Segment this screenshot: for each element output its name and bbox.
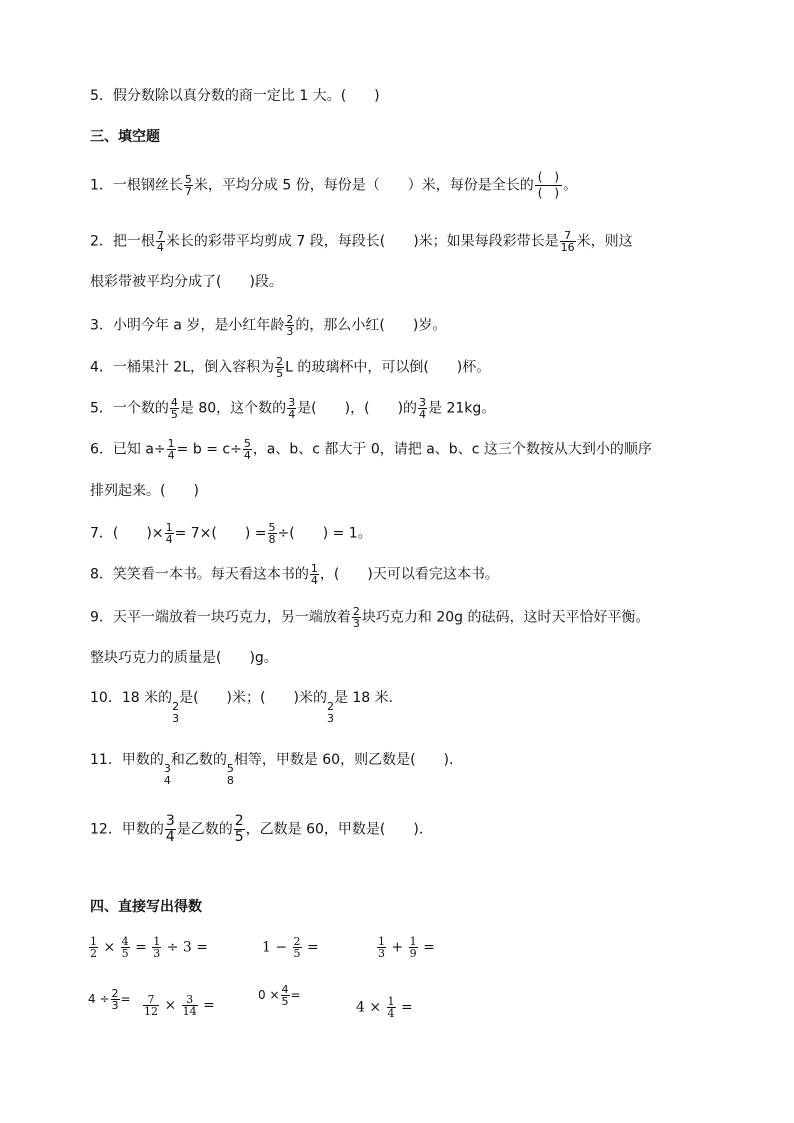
fraction-3-4: $\frac{3}{4}$ [419, 396, 427, 421]
fill-question-2: 2．把一根 $\frac{7}{4}$ 米长的彩带平均剪成 7 段，每段长( )米；如果每段彩带长是 $\frac{7}{16}$ 米，则这 [90, 229, 633, 254]
section-3-title: 三、填空题 [90, 129, 160, 145]
fill-question-12: 12．甲数的 $\frac{3}{4}$ 是乙数的 $\frac{2}{5}$ ，乙数是 60，甲数是( )． [90, 813, 433, 845]
fill-question-8: 8．笑笑看一本书。每天看这本书的 $\frac{1}{4}$ ，( )天可以看完这本书。 [90, 562, 499, 587]
fraction-5-8-lowered: 5 8 [226, 762, 234, 787]
fraction-7-16: $\frac{7}{16}$ [560, 229, 575, 254]
fill-question-6-cont: 排列起来。( ) [90, 483, 199, 499]
fraction-5-4: $\frac{5}{4}$ [243, 437, 251, 462]
expression-3: $\frac{1}{3}$ + $\frac{1}{9}$ = [378, 935, 435, 960]
section-4-title: 四、直接写出得数 [90, 899, 202, 915]
fraction-2-3-lowered: 2 3 [326, 700, 334, 725]
fraction-3-4: $\frac{3}{4}$ [288, 396, 296, 421]
q1-text-b: 米，平均分成 5 份，每份是（ ）米，每份是全长的 [193, 177, 534, 194]
fraction-2-3: $\frac{2}{3}$ [286, 313, 294, 338]
fill-question-4: 4．一桶果汁 2L，倒入容积为 $\frac{2}{5}$ L 的玻璃杯中，可以倒( )杯。 [90, 355, 491, 380]
fill-question-6: 6．已知 a÷ $\frac{1}{4}$ = b = c÷ $\frac{5}{4}$ ，a、b、c 都大于 0，请把 a、b、c 这三个数按从大到小的顺序 [90, 437, 652, 462]
fraction-3-4: $\frac{3}{4}$ [165, 813, 175, 845]
fraction-4-5: $\frac{4}{5}$ [170, 396, 178, 421]
fill-question-11: 11．甲数的 3 4 和乙数的 5 8 相等，甲数是 60，则乙数是( )． [90, 752, 464, 787]
fraction-2-5: $\frac{2}{5}$ [234, 813, 244, 845]
question-text: 5．假分数除以真分数的商一定比 1 大。( ) [90, 88, 380, 104]
fraction-5-8: $\frac{5}{8}$ [268, 521, 276, 546]
fraction-7-4: $\frac{7}{4}$ [156, 229, 164, 254]
answer-blank-fraction[interactable]: $\frac{( )}{( )}$ [535, 170, 562, 201]
fraction-5-7: $\frac{5}{7}$ [184, 173, 192, 198]
expression-5: $\frac{7}{12}$ × $\frac{3}{14}$ = [144, 993, 215, 1018]
fraction-1-4: $\frac{1}{4}$ [165, 521, 173, 546]
fill-question-10: 10．18 米的 2 3 是( )米；( )米的 2 3 是 18 米． [90, 690, 403, 725]
fill-question-1: 1．一根钢丝长 $\frac{5}{7}$ 米，平均分成 5 份，每份是（ ）米，每份是全长的 $\frac{( )}{( )}$ 。 [90, 170, 578, 200]
fill-question-5: 5．一个数的 $\frac{4}{5}$ 是 80，这个数的 $\frac{3}{4}$ 是( )，( )的 $\frac{3}{4}$ 是 21kg。 [90, 396, 496, 421]
fill-question-7: 7．( )× $\frac{1}{4}$ = 7×( ) = $\frac{5}{8}$ ÷( ) = 1。 [90, 521, 372, 546]
fraction-2-3: $\frac{2}{3}$ [352, 605, 360, 630]
fill-question-2-cont: 根彩带被平均分成了( )段。 [90, 274, 283, 290]
judge-question-5 [90, 86, 380, 106]
fill-question-9-cont: 整块巧克力的质量是( )g。 [90, 650, 278, 666]
expression-7: 4 × $\frac{1}{4}$ = [356, 995, 413, 1020]
q1-text-a: 1．一根钢丝长 [90, 177, 183, 194]
expression-6: 0 × $\frac{4}{5}$ = [258, 983, 301, 1008]
expression-4: 4 ÷ $\frac{2}{3}$ = [88, 987, 131, 1012]
fraction-2-5: $\frac{2}{5}$ [276, 355, 284, 380]
expression-2: 1 − $\frac{2}{5}$ = [262, 935, 319, 960]
expression-1: $\frac{1}{2}$ × $\frac{4}{5}$ = $\frac{1}{3}$ ÷ 3 = [90, 935, 209, 960]
fraction-1-4: $\frac{1}{4}$ [310, 562, 318, 587]
fill-question-9: 9．天平一端放着一块巧克力，另一端放着 $\frac{2}{3}$ 块巧克力和 20g 的砝码，这时天平恰好平衡。 [90, 605, 650, 630]
fraction-1-4: $\frac{1}{4}$ [167, 437, 175, 462]
fraction-2-3-lowered: 2 3 [172, 700, 180, 725]
fraction-3-4-lowered: 3 4 [163, 762, 171, 787]
fill-question-3: 3．小明今年 a 岁，是小红年龄 $\frac{2}{3}$ 的，那么小红( )岁。 [90, 313, 447, 338]
